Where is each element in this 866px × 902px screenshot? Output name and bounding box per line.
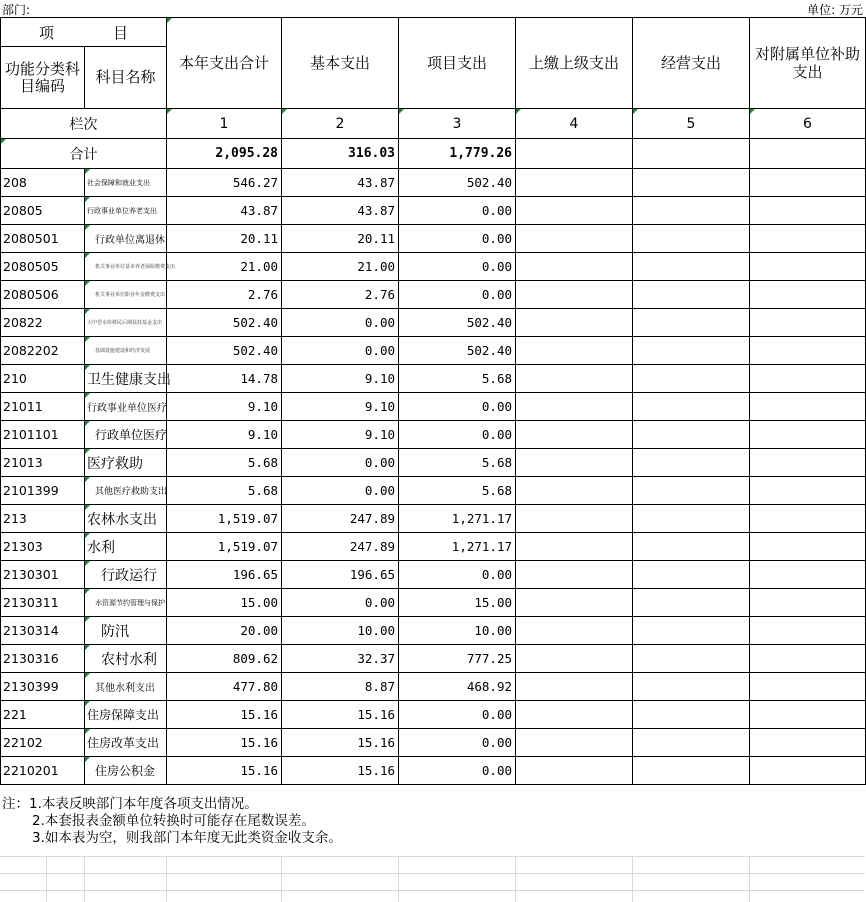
row-name: 其他水利支出 [85,673,167,701]
header-func-code: 功能分类科目编码 [1,47,85,109]
row-name: 行政单位离退休 [85,225,167,253]
row-business [633,309,750,337]
row-basic: 0.00 [282,337,399,365]
row-basic: 43.87 [282,197,399,225]
total-project: 1,779.26 [399,139,516,169]
row-total: 15.00 [167,589,282,617]
row-basic: 9.10 [282,421,399,449]
column-number-2: 2 [282,109,399,139]
row-total: 21.00 [167,253,282,281]
row-business [633,449,750,477]
row-code: 2210201 [1,757,85,785]
note-1: 注：1.本表反映部门本年度各项支出情况。 [2,796,258,812]
row-subsidy [750,449,866,477]
row-upper [516,757,633,785]
row-upper [516,309,633,337]
row-upper [516,533,633,561]
row-upper [516,253,633,281]
row-upper [516,393,633,421]
row-basic: 15.16 [282,701,399,729]
table-row [1,589,866,617]
row-business [633,421,750,449]
row-upper [516,477,633,505]
row-total: 5.68 [167,449,282,477]
column-number-4: 4 [516,109,633,139]
table-row [1,757,866,785]
table-row [1,617,866,645]
column-number-1: 1 [167,109,282,139]
row-subsidy [750,505,866,533]
row-name: 医疗救助 [85,449,167,477]
row-code: 210 [1,365,85,393]
column-number-label: 栏次 [1,109,167,139]
row-total: 14.78 [167,365,282,393]
row-upper [516,673,633,701]
header-business: 经营支出 [633,18,750,109]
column-number-3: 3 [399,109,516,139]
row-subsidy [750,337,866,365]
row-business [633,281,750,309]
row-name: 住房改革支出 [85,729,167,757]
row-basic: 247.89 [282,533,399,561]
row-subsidy [750,253,866,281]
row-business [633,533,750,561]
row-upper [516,449,633,477]
total-sum: 2,095.28 [167,139,282,169]
row-project: 0.00 [399,729,516,757]
row-total: 9.10 [167,421,282,449]
header-upper: 上缴上级支出 [516,18,633,109]
row-name: 行政单位医疗 [85,421,167,449]
row-total: 15.16 [167,701,282,729]
row-code: 20822 [1,309,85,337]
row-business [633,393,750,421]
row-project: 1,271.17 [399,505,516,533]
row-code: 2101101 [1,421,85,449]
row-project: 5.68 [399,449,516,477]
report-header [0,0,865,17]
row-project: 0.00 [399,393,516,421]
row-total: 15.16 [167,729,282,757]
header-project: 项目支出 [399,18,516,109]
row-upper [516,617,633,645]
row-basic: 2.76 [282,281,399,309]
row-total: 502.40 [167,337,282,365]
row-name: 农村水利 [85,645,167,673]
row-upper [516,505,633,533]
row-subsidy [750,673,866,701]
row-subsidy [750,421,866,449]
row-business [633,617,750,645]
row-subsidy [750,645,866,673]
row-upper [516,701,633,729]
row-subsidy [750,729,866,757]
column-number-6: 6 [750,109,866,139]
row-code: 20805 [1,197,85,225]
row-total: 809.62 [167,645,282,673]
row-total: 5.68 [167,477,282,505]
row-business [633,253,750,281]
row-name: 卫生健康支出 [85,365,167,393]
total-basic: 316.03 [282,139,399,169]
table-row [1,365,866,393]
row-basic: 0.00 [282,477,399,505]
row-code: 22102 [1,729,85,757]
row-business [633,561,750,589]
row-upper [516,421,633,449]
row-project: 10.00 [399,617,516,645]
table-row [1,393,866,421]
row-code: 2130301 [1,561,85,589]
row-subsidy [750,197,866,225]
row-subsidy [750,589,866,617]
table-notes [0,796,865,847]
row-project: 502.40 [399,309,516,337]
header-subsidy: 对附属单位补助支出 [750,18,866,109]
row-code: 21011 [1,393,85,421]
row-project: 0.00 [399,561,516,589]
row-business [633,729,750,757]
row-total: 9.10 [167,393,282,421]
table-row [1,169,866,197]
row-name: 水利 [85,533,167,561]
table-row [1,477,866,505]
table-row [1,729,866,757]
row-code: 21013 [1,449,85,477]
row-project: 5.68 [399,477,516,505]
row-total: 15.16 [167,757,282,785]
total-subsidy [750,139,866,169]
row-code: 21303 [1,533,85,561]
note-3: 3.如本表为空，则我部门本年度无此类资金收支余。 [32,830,342,846]
row-upper [516,589,633,617]
row-business [633,337,750,365]
row-basic: 10.00 [282,617,399,645]
unit-label: 单位: 万元 [807,3,863,17]
row-basic: 43.87 [282,169,399,197]
row-name: 基础设施建设和经济发展 [85,337,167,365]
note-2: 2.本套报表金额单位转换时可能存在尾数误差。 [32,813,315,829]
empty-grid-area [0,856,865,902]
table-row [1,449,866,477]
row-business [633,169,750,197]
row-project: 0.00 [399,197,516,225]
table-row [1,505,866,533]
table-row [1,701,866,729]
table-row [1,673,866,701]
row-business [633,589,750,617]
row-business [633,701,750,729]
row-name: 住房保障支出 [85,701,167,729]
row-upper [516,169,633,197]
row-subsidy [750,617,866,645]
row-project: 1,271.17 [399,533,516,561]
table-row [1,309,866,337]
row-total: 20.00 [167,617,282,645]
row-subsidy [750,393,866,421]
row-business [633,477,750,505]
row-code: 2080505 [1,253,85,281]
row-basic: 247.89 [282,505,399,533]
row-code: 2130314 [1,617,85,645]
row-total: 477.80 [167,673,282,701]
row-total: 1,519.07 [167,505,282,533]
row-total: 2.76 [167,281,282,309]
row-total: 43.87 [167,197,282,225]
row-code: 208 [1,169,85,197]
row-code: 2080506 [1,281,85,309]
row-project: 15.00 [399,589,516,617]
row-project: 0.00 [399,757,516,785]
row-total: 1,519.07 [167,533,282,561]
row-code: 2130316 [1,645,85,673]
row-business [633,673,750,701]
row-project: 0.00 [399,281,516,309]
row-subsidy [750,281,866,309]
table-row [1,533,866,561]
row-subsidy [750,757,866,785]
row-name: 其他医疗救助支出 [85,477,167,505]
row-total: 502.40 [167,309,282,337]
row-basic: 21.00 [282,253,399,281]
row-upper [516,197,633,225]
row-basic: 0.00 [282,449,399,477]
row-project: 0.00 [399,701,516,729]
row-subsidy [750,365,866,393]
row-subsidy [750,309,866,337]
row-project: 0.00 [399,225,516,253]
row-code: 2130399 [1,673,85,701]
row-name: 机关事业单位基本养老保险缴费支出 [85,253,167,281]
row-project: 777.25 [399,645,516,673]
row-upper [516,225,633,253]
row-subsidy [750,701,866,729]
row-name: 行政运行 [85,561,167,589]
row-code: 213 [1,505,85,533]
row-code: 221 [1,701,85,729]
total-label: 合计 [1,139,167,169]
total-row [1,139,866,169]
column-number-5: 5 [633,109,750,139]
row-subsidy [750,533,866,561]
row-subsidy [750,477,866,505]
row-basic: 9.10 [282,365,399,393]
header-subject-name: 科目名称 [85,47,167,109]
row-total: 546.27 [167,169,282,197]
row-project: 0.00 [399,253,516,281]
row-business [633,197,750,225]
row-business [633,505,750,533]
row-basic: 15.16 [282,757,399,785]
row-upper [516,645,633,673]
row-basic: 0.00 [282,589,399,617]
total-upper [516,139,633,169]
row-upper [516,337,633,365]
row-project: 0.00 [399,421,516,449]
row-project: 502.40 [399,169,516,197]
row-project: 5.68 [399,365,516,393]
header-total: 本年支出合计 [167,18,282,109]
row-name: 行政事业单位医疗 [85,393,167,421]
row-subsidy [750,225,866,253]
row-name: 行政事业单位养老支出 [85,197,167,225]
row-name: 住房公积金 [85,757,167,785]
table-row [1,421,866,449]
row-business [633,365,750,393]
row-name: 机关事业单位职业年金缴费支出 [85,281,167,309]
row-project: 502.40 [399,337,516,365]
row-basic: 8.87 [282,673,399,701]
total-business [633,139,750,169]
table-row [1,281,866,309]
row-name: 农林水支出 [85,505,167,533]
table-row [1,253,866,281]
row-basic: 20.11 [282,225,399,253]
row-name: 大中型水库移民后期扶持基金支出 [85,309,167,337]
table-row [1,561,866,589]
row-project: 468.92 [399,673,516,701]
row-code: 2130311 [1,589,85,617]
row-upper [516,365,633,393]
row-code: 2082202 [1,337,85,365]
table-row [1,337,866,365]
row-name: 社会保障和就业支出 [85,169,167,197]
row-basic: 32.37 [282,645,399,673]
row-name: 水资源节约管理与保护 [85,589,167,617]
table-row [1,197,866,225]
header-basic: 基本支出 [282,18,399,109]
table-row [1,225,866,253]
row-name: 防汛 [85,617,167,645]
row-business [633,757,750,785]
row-upper [516,561,633,589]
expenditure-table [0,17,866,785]
row-upper [516,729,633,757]
row-basic: 15.16 [282,729,399,757]
header-item: 项 目 [1,18,167,47]
row-business [633,645,750,673]
row-code: 2101399 [1,477,85,505]
row-upper [516,281,633,309]
row-total: 20.11 [167,225,282,253]
row-subsidy [750,169,866,197]
row-basic: 9.10 [282,393,399,421]
row-basic: 0.00 [282,309,399,337]
row-business [633,225,750,253]
row-basic: 196.65 [282,561,399,589]
row-subsidy [750,561,866,589]
row-total: 196.65 [167,561,282,589]
table-row [1,645,866,673]
department-label: 部门: [2,3,31,17]
row-code: 2080501 [1,225,85,253]
